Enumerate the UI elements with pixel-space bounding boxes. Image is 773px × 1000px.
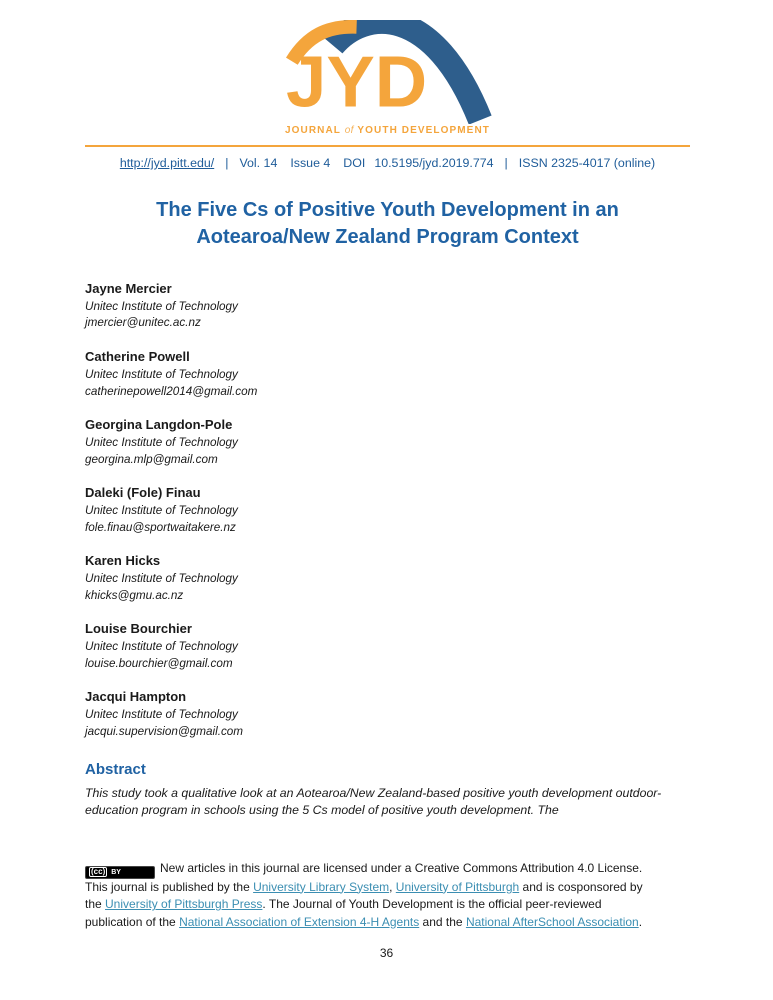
license-footer: [85, 860, 690, 931]
author-name: Jacqui Hampton: [85, 689, 187, 705]
issn-label: ISSN 2325-4017 (online): [518, 156, 656, 170]
author-block: [85, 484, 690, 536]
author-affiliation: Unitec Institute of Technology: [85, 708, 238, 722]
issue-label: Issue 4: [290, 156, 331, 170]
author-email: fole.finau@sportwaitakere.nz: [85, 520, 236, 534]
author-name: Catherine Powell: [85, 349, 190, 365]
author-block: [85, 552, 690, 604]
author-email: catherinepowell2014@gmail.com: [85, 384, 258, 398]
author-email: louise.bourchier@gmail.com: [85, 656, 233, 670]
tagline-journal: JOURNAL: [284, 125, 341, 136]
author-name: Louise Bourchier: [85, 621, 192, 637]
author-email: jmercier@unitec.ac.nz: [85, 316, 201, 330]
tagline-youth-development: YOUTH DEVELOPMENT: [357, 125, 490, 136]
abstract-section: [85, 761, 690, 819]
license-text: . The Journal of Youth Development is the official peer-reviewed: [262, 897, 602, 911]
license-text: .: [638, 914, 643, 929]
license-text: New articles in this journal are licensed under a Creative Commons Attribution 4.0 License.: [160, 861, 643, 875]
article-title: The Five Cs of Positive Youth Development in an Aotearoa/New Zealand Program Context: [156, 199, 619, 248]
author-name: Karen Hicks: [85, 553, 161, 569]
jyd-logo: [85, 20, 690, 136]
doi-value: 10.5195/jyd.2019.774: [374, 156, 494, 170]
author-affiliation: Unitec Institute of Technology: [85, 504, 238, 518]
license-text: This journal is published by the: [85, 879, 254, 894]
author-name: Georgina Langdon-Pole: [85, 417, 233, 433]
author-affiliation: Unitec Institute of Technology: [85, 367, 238, 381]
author-affiliation: Unitec Institute of Technology: [85, 435, 238, 449]
citation-meta-line: [85, 156, 690, 170]
journal-url-link[interactable]: http://jyd.pitt.edu/: [119, 156, 215, 170]
author-email: georgina.mlp@gmail.com: [85, 452, 218, 466]
author-affiliation: Unitec Institute of Technology: [85, 572, 238, 586]
abstract-text: This study took a qualitative look at an Aotearoa/New Zealand-based positive youth development outdoor-education program in schools using the 5 Cs model of positive youth development. The: [85, 786, 662, 818]
header-rule: [85, 145, 690, 147]
logo-acronym: JYD: [285, 41, 427, 123]
jyd-logo-mark-icon: [282, 20, 494, 124]
author-block: [85, 280, 690, 332]
doi-label: DOI: [343, 156, 366, 170]
abstract-heading: Abstract: [85, 761, 146, 779]
logo-tagline: [85, 125, 690, 136]
volume-label: Vol. 14: [239, 156, 278, 170]
national-afterschool-association-link[interactable]: National AfterSchool Association: [465, 914, 639, 929]
author-email: jacqui.supervision@gmail.com: [85, 724, 244, 738]
license-text: publication of the: [85, 914, 180, 929]
author-block: [85, 348, 690, 400]
naea-4h-agents-link[interactable]: National Association of Extension 4-H Agents: [179, 914, 420, 929]
cc-icon: (cc): [91, 867, 106, 876]
cc-by-label: BY: [111, 868, 121, 876]
author-block: [85, 416, 690, 468]
author-name: Jayne Mercier: [85, 281, 172, 296]
page-number: 36: [379, 946, 394, 960]
meta-separator: |: [504, 156, 508, 170]
meta-separator: |: [225, 156, 229, 170]
license-text: ,: [389, 879, 396, 894]
author-block: [85, 688, 690, 740]
license-text: and the: [419, 914, 466, 929]
author-affiliation: Unitec Institute of Technology: [85, 299, 238, 313]
author-block: [85, 620, 690, 672]
author-email: khicks@gmu.ac.nz: [85, 588, 184, 602]
university-of-pittsburgh-link[interactable]: University of Pittsburgh: [395, 879, 520, 894]
university-of-pittsburgh-press-link[interactable]: University of Pittsburgh Press: [105, 897, 263, 911]
license-text: the: [85, 897, 106, 911]
tagline-of: of: [344, 125, 354, 136]
author-list: [85, 280, 690, 740]
license-text: and is cosponsored by: [519, 879, 643, 894]
cc-by-badge-icon: [85, 866, 155, 879]
author-name: Daleki (Fole) Finau: [85, 485, 201, 501]
author-affiliation: Unitec Institute of Technology: [85, 640, 238, 654]
university-library-system-link[interactable]: University Library System: [253, 879, 390, 894]
